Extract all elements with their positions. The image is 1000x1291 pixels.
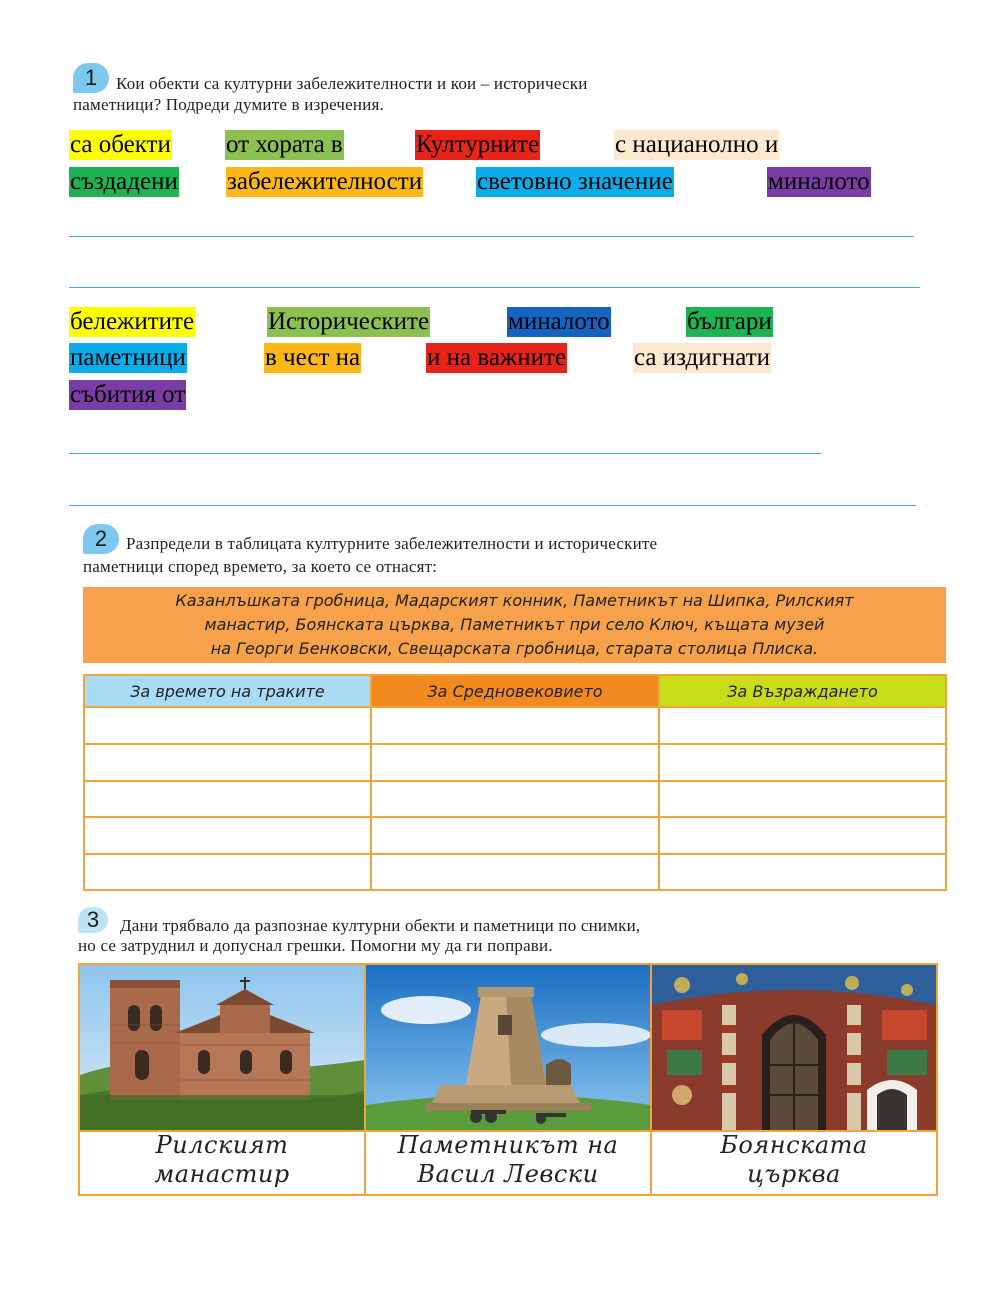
table-cell[interactable] [86, 855, 369, 890]
word-tile[interactable]: българи [687, 308, 772, 335]
frescoes-photo [652, 965, 936, 1131]
caption-photo-3[interactable] [652, 1131, 936, 1194]
caption-line1: Боянската [720, 1131, 868, 1159]
task-1-instruction-line2: паметници? Подреди думите в изречения. [73, 95, 384, 114]
table-cell[interactable] [373, 818, 657, 853]
answer-line[interactable] [69, 453, 821, 454]
items-box-line2: манастир, Боянската църква, Паметникът при село Ключ, къщата музей [204, 615, 825, 634]
table-cell[interactable] [86, 818, 369, 853]
task-3-number: 3 [78, 907, 108, 933]
caption-line2: манастир [154, 1160, 290, 1188]
word-tile[interactable]: забележителности [227, 168, 423, 195]
word-tile[interactable]: са обекти [70, 131, 171, 158]
column-header-thracians: За времето на траките [85, 676, 370, 707]
items-box [83, 587, 946, 663]
word-tile[interactable]: създадени [70, 168, 178, 195]
task-2-instruction-line1: Разпредели в таблицата културните забележителности и историческите [126, 534, 658, 553]
monument-photo [366, 965, 651, 1131]
caption-photo-1[interactable] [80, 1131, 364, 1194]
word-tile[interactable]: миналото [768, 168, 870, 195]
church-photo [80, 965, 365, 1131]
task-1-number: 1 [73, 63, 109, 93]
word-tile[interactable]: са издигнати [634, 344, 771, 371]
word-tile[interactable]: Културните [416, 131, 540, 158]
word-tile[interactable]: бележитите [70, 308, 195, 335]
caption-line1: Паметникът на [397, 1131, 619, 1159]
word-tile[interactable]: с нацианолно и [615, 131, 779, 158]
table-cell[interactable] [661, 708, 944, 743]
task-1-instruction-line1: Кои обекти са културни забележителности и кои – исторически [116, 74, 588, 93]
task-3-instruction-line1: Дани трябвало да разпознае културни обекти и паметници по снимки, [120, 916, 641, 935]
column-header-middle-ages: За Средновековието [372, 676, 658, 707]
table-cell[interactable] [661, 818, 944, 853]
items-box-line3: на Георги Бенковски, Свещарската гробница, старата столица Плиска. [210, 639, 819, 658]
table-cell[interactable] [86, 708, 369, 743]
word-tile[interactable]: световно значение [477, 168, 673, 195]
task-2-number: 2 [83, 524, 119, 554]
table-cell[interactable] [661, 745, 944, 780]
word-tile[interactable]: от хората в [226, 131, 343, 158]
table-cell[interactable] [86, 782, 369, 817]
table-cell[interactable] [373, 745, 657, 780]
answer-line[interactable] [69, 287, 920, 288]
table-cell[interactable] [661, 782, 944, 817]
column-header-revival: За Възраждането [660, 676, 945, 707]
caption-line2: Васил Левски [417, 1160, 599, 1188]
word-tile[interactable]: събития от [70, 381, 186, 408]
table-cell[interactable] [661, 855, 944, 890]
word-tile[interactable]: в чест на [265, 344, 361, 371]
answer-line[interactable] [69, 236, 914, 237]
word-tile[interactable]: и на важните [427, 344, 566, 371]
caption-photo-2[interactable] [366, 1131, 650, 1194]
items-box-line1: Казанлъшката гробница, Мадарският конник, Паметникът на Шипка, Рилският [175, 591, 854, 610]
task-2-instruction-line2: паметници според времето, за което се отнасят: [83, 557, 438, 576]
word-tile[interactable]: паметници [70, 344, 186, 371]
task-3-instruction-line2: но се затруднил и допуснал грешки. Помогни му да ги поправи. [78, 936, 553, 955]
caption-line1: Рилският [155, 1131, 289, 1159]
word-tile[interactable]: Историческите [268, 308, 430, 335]
table-cell[interactable] [373, 855, 657, 890]
table-cell[interactable] [373, 708, 657, 743]
word-tile[interactable]: миналото [508, 308, 610, 335]
table-cell[interactable] [86, 745, 369, 780]
answer-line[interactable] [69, 505, 916, 506]
table-cell[interactable] [373, 782, 657, 817]
caption-line2: църква [747, 1160, 841, 1188]
